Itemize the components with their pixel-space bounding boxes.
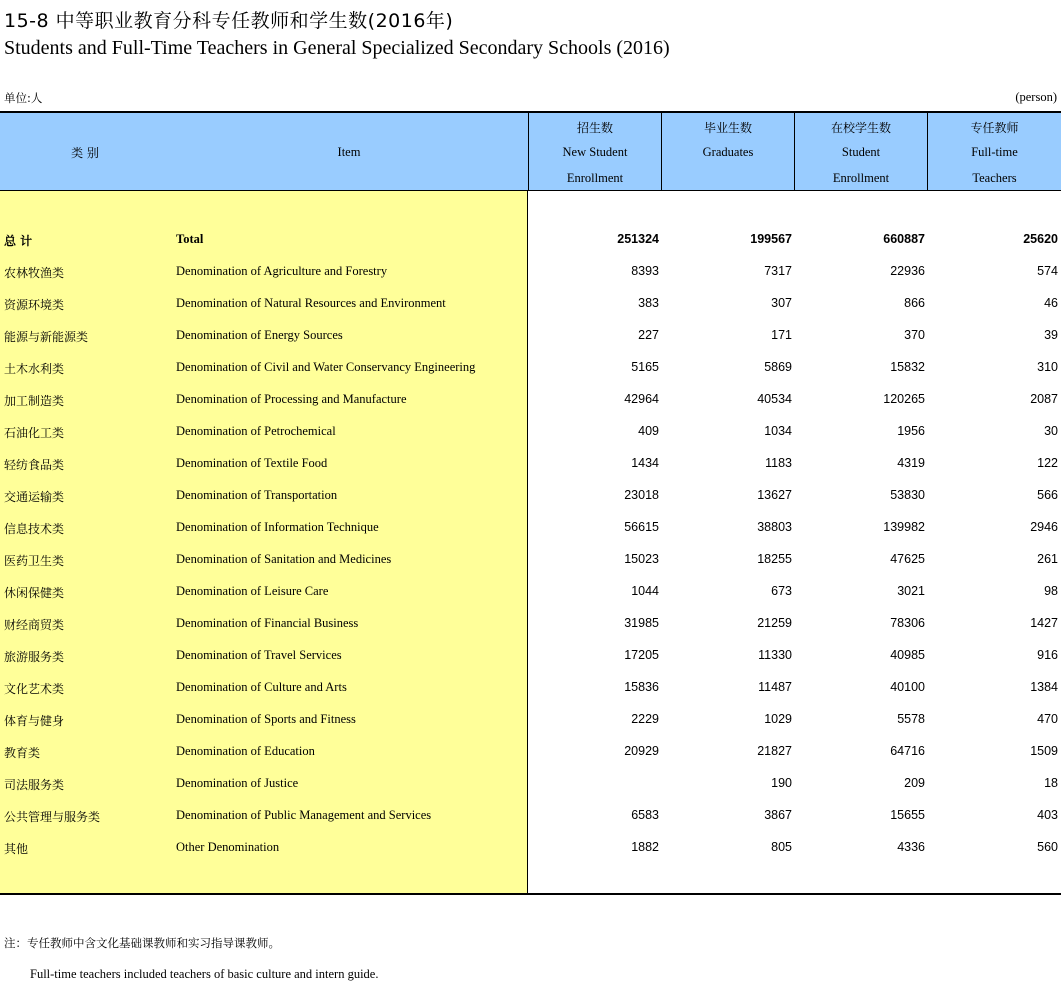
row-label-cn: 司法服务类: [4, 778, 65, 792]
table-row: [0, 513, 1061, 545]
row-label-en: Denomination of Transportation: [176, 488, 338, 502]
row-label-en: Denomination of Travel Services: [176, 648, 342, 662]
cell-fulltime-teachers: 1509: [1030, 744, 1058, 758]
row-label-cn: 旅游服务类: [4, 650, 65, 664]
table-row: [0, 769, 1061, 801]
cell-student-enrollment: 64716: [890, 744, 925, 758]
cell-new-enrollment: 1882: [631, 840, 659, 854]
table-row: [0, 449, 1061, 481]
row-label-cn: 医药卫生类: [4, 554, 65, 568]
cell-graduates: 21827: [757, 744, 792, 758]
page-title-en: Students and Full-Time Teachers in General Specialized Secondary Schools (2016): [4, 37, 670, 59]
table-row: [0, 417, 1061, 449]
cell-new-enrollment: 17205: [624, 648, 659, 662]
cell-graduates: 805: [771, 840, 792, 854]
cell-fulltime-teachers: 916: [1037, 648, 1058, 662]
row-label-en: Denomination of Culture and Arts: [176, 680, 347, 694]
row-label-cn: 加工制造类: [4, 394, 65, 408]
cell-new-enrollment: 42964: [624, 392, 659, 406]
cell-fulltime-teachers: 566: [1037, 488, 1058, 502]
row-label-en: Other Denomination: [176, 840, 280, 854]
table-row-total: [0, 225, 1061, 257]
page-title-cn: 15-8 中等职业教育分科专任教师和学生数(2016年): [4, 10, 454, 32]
row-label-en: Denomination of Justice: [176, 776, 299, 790]
table-row: [0, 833, 1061, 865]
row-label-cn: 文化艺术类: [4, 682, 65, 696]
row-label-en: Denomination of Education: [176, 744, 315, 758]
cell-graduates: 40534: [757, 392, 792, 406]
header-col-en2: Enrollment: [566, 171, 624, 185]
cell-graduates: 7317: [764, 264, 792, 278]
cell-student-enrollment: 660887: [883, 232, 925, 246]
cell-fulltime-teachers: 560: [1037, 840, 1058, 854]
row-label-cn: 农林牧渔类: [4, 266, 65, 280]
cell-new-enrollment: 23018: [624, 488, 659, 502]
data-table: [0, 111, 1061, 895]
cell-student-enrollment: 78306: [890, 616, 925, 630]
cell-new-enrollment: 5165: [631, 360, 659, 374]
header-col-student-enrollment: [794, 113, 927, 190]
cell-student-enrollment: 40985: [890, 648, 925, 662]
cell-student-enrollment: 5578: [897, 712, 925, 726]
header-col-en1: Graduates: [702, 145, 754, 159]
cell-new-enrollment: 2229: [631, 712, 659, 726]
cell-student-enrollment: 1956: [897, 424, 925, 438]
header-category: [0, 113, 170, 190]
table-row: [0, 737, 1061, 769]
header-col-en2: Enrollment: [832, 171, 890, 185]
cell-graduates: 18255: [757, 552, 792, 566]
cell-graduates: 38803: [757, 520, 792, 534]
table-row: [0, 641, 1061, 673]
row-label-cn: 其他: [4, 842, 29, 856]
header-item: [170, 113, 528, 190]
header-col-graduates: [661, 113, 794, 190]
row-label-cn: 休闲保健类: [4, 586, 65, 600]
cell-graduates: 307: [771, 296, 792, 310]
row-label-en: Denomination of Petrochemical: [176, 424, 336, 438]
table-row: [0, 289, 1061, 321]
cell-fulltime-teachers: 470: [1037, 712, 1058, 726]
row-label-en: Denomination of Public Management and Services: [176, 808, 432, 822]
cell-graduates: 190: [771, 776, 792, 790]
header-col-en1: New Student: [562, 145, 628, 159]
row-label-cn: 教育类: [4, 746, 41, 760]
cell-new-enrollment: 15023: [624, 552, 659, 566]
cell-fulltime-teachers: 39: [1044, 328, 1058, 342]
header-col-en1: Student: [841, 145, 881, 159]
cell-graduates: 21259: [757, 616, 792, 630]
cell-graduates: 673: [771, 584, 792, 598]
row-label-en: Denomination of Processing and Manufacture: [176, 392, 407, 406]
row-label-cn: 资源环境类: [4, 298, 65, 312]
table-row: [0, 577, 1061, 609]
cell-student-enrollment: 120265: [883, 392, 925, 406]
cell-student-enrollment: 3021: [897, 584, 925, 598]
table-row: [0, 801, 1061, 833]
cell-student-enrollment: 15655: [890, 808, 925, 822]
cell-new-enrollment: 227: [638, 328, 659, 342]
cell-graduates: 11487: [758, 680, 792, 694]
row-label-en: Denomination of Civil and Water Conservancy Engineering: [176, 360, 476, 374]
cell-fulltime-teachers: 1427: [1030, 616, 1058, 630]
header-item-label: Item: [337, 145, 361, 159]
cell-student-enrollment: 139982: [883, 520, 925, 534]
table-row: [0, 481, 1061, 513]
cell-student-enrollment: 209: [904, 776, 925, 790]
header-category-label: 类 别: [71, 146, 99, 160]
table-row: [0, 609, 1061, 641]
footnote-en: Full-time teachers included teachers of basic culture and intern guide.: [30, 967, 379, 981]
row-label-cn: 信息技术类: [4, 522, 65, 536]
cell-student-enrollment: 866: [904, 296, 925, 310]
row-label-cn: 石油化工类: [4, 426, 65, 440]
row-label-en: Denomination of Leisure Care: [176, 584, 329, 598]
row-label-cn: 公共管理与服务类: [4, 810, 101, 824]
cell-fulltime-teachers: 18: [1044, 776, 1058, 790]
row-label-cn: 土木水利类: [4, 362, 65, 376]
row-label-cn: 轻纺食品类: [4, 458, 65, 472]
cell-graduates: 1034: [764, 424, 792, 438]
table-row: [0, 673, 1061, 705]
cell-fulltime-teachers: 1384: [1030, 680, 1058, 694]
row-label-cn: 交通运输类: [4, 490, 65, 504]
table-row: [0, 257, 1061, 289]
footnote-cn: 注：专任教师中含文化基础课教师和实习指导课教师。: [4, 936, 280, 950]
cell-fulltime-teachers: 574: [1037, 264, 1058, 278]
header-col-en2: Teachers: [972, 171, 1017, 185]
row-label-en: Denomination of Financial Business: [176, 616, 359, 630]
cell-fulltime-teachers: 98: [1044, 584, 1058, 598]
header-col-cn: 专任教师: [970, 121, 1019, 135]
table-row: [0, 353, 1061, 385]
cell-graduates: 1029: [764, 712, 792, 726]
cell-new-enrollment: 56615: [624, 520, 659, 534]
row-label-en: Denomination of Natural Resources and Environment: [176, 296, 446, 310]
cell-graduates: 171: [771, 328, 792, 342]
cell-graduates: 5869: [764, 360, 792, 374]
row-label-en: Denomination of Information Technique: [176, 520, 379, 534]
cell-new-enrollment: 20929: [624, 744, 659, 758]
row-label-cn: 总 计: [4, 234, 33, 248]
header-col-fulltime-teachers: [927, 113, 1061, 190]
cell-student-enrollment: 40100: [890, 680, 925, 694]
cell-student-enrollment: 22936: [890, 264, 925, 278]
cell-new-enrollment: 31985: [624, 616, 659, 630]
row-label-en: Denomination of Textile Food: [176, 456, 328, 470]
cell-fulltime-teachers: 25620: [1023, 232, 1058, 246]
unit-label-en: (person): [1015, 90, 1057, 104]
cell-graduates: 13627: [757, 488, 792, 502]
row-label-cn: 体育与健身: [4, 714, 65, 728]
cell-student-enrollment: 47625: [890, 552, 925, 566]
cell-graduates: 3867: [764, 808, 792, 822]
cell-fulltime-teachers: 403: [1037, 808, 1058, 822]
table-row: [0, 385, 1061, 417]
row-label-en: Total: [176, 232, 204, 246]
cell-student-enrollment: 370: [904, 328, 925, 342]
cell-student-enrollment: 4336: [897, 840, 925, 854]
header-col-cn: 毕业生数: [703, 121, 752, 135]
cell-fulltime-teachers: 122: [1037, 456, 1058, 470]
cell-new-enrollment: 251324: [617, 232, 659, 246]
cell-student-enrollment: 4319: [897, 456, 925, 470]
unit-label-cn: 单位:人: [4, 91, 43, 105]
cell-graduates: 199567: [750, 232, 792, 246]
cell-fulltime-teachers: 2946: [1030, 520, 1058, 534]
cell-new-enrollment: 1044: [631, 584, 659, 598]
row-label-en: Denomination of Agriculture and Forestry: [176, 264, 388, 278]
cell-fulltime-teachers: 2087: [1030, 392, 1058, 406]
cell-fulltime-teachers: 310: [1037, 360, 1058, 374]
header-col-cn: 在校学生数: [830, 121, 891, 135]
header-col-cn: 招生数: [576, 121, 613, 135]
table-header: [0, 113, 1061, 191]
table-row: [0, 705, 1061, 737]
cell-graduates: 11330: [758, 648, 792, 662]
cell-student-enrollment: 15832: [890, 360, 925, 374]
row-label-cn: 能源与新能源类: [4, 330, 89, 344]
cell-new-enrollment: 6583: [631, 808, 659, 822]
cell-new-enrollment: 409: [638, 424, 659, 438]
cell-new-enrollment: 383: [638, 296, 659, 310]
cell-fulltime-teachers: 30: [1044, 424, 1058, 438]
cell-new-enrollment: 15836: [624, 680, 659, 694]
row-label-cn: 财经商贸类: [4, 618, 65, 632]
header-col-new-enrollment: [528, 113, 661, 190]
header-col-en1: Full-time: [971, 145, 1018, 159]
row-label-en: Denomination of Sanitation and Medicines: [176, 552, 392, 566]
table-row: [0, 321, 1061, 353]
cell-fulltime-teachers: 261: [1037, 552, 1058, 566]
cell-fulltime-teachers: 46: [1044, 296, 1058, 310]
cell-student-enrollment: 53830: [890, 488, 925, 502]
cell-new-enrollment: 1434: [631, 456, 659, 470]
row-label-en: Denomination of Sports and Fitness: [176, 712, 356, 726]
table-row: [0, 545, 1061, 577]
row-label-en: Denomination of Energy Sources: [176, 328, 343, 342]
cell-new-enrollment: 8393: [631, 264, 659, 278]
cell-graduates: 1183: [765, 456, 792, 470]
